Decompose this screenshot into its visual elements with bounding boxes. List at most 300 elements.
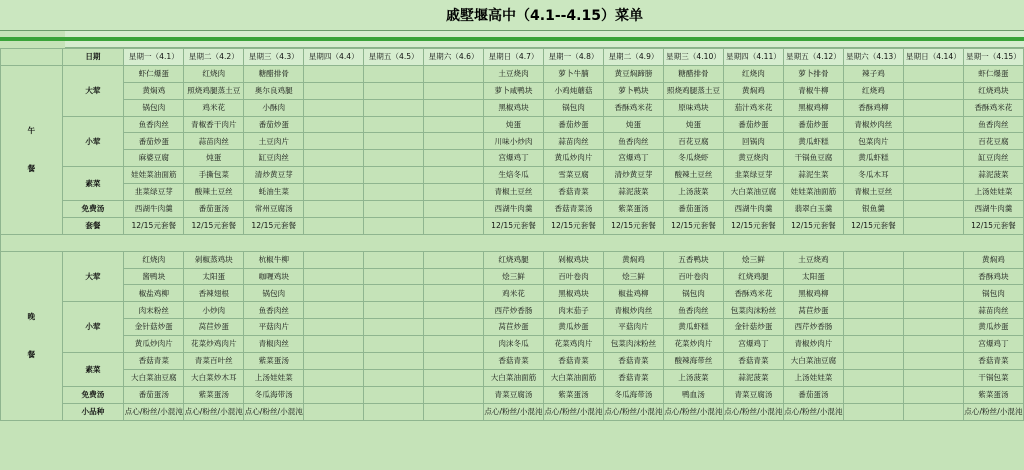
dish-cell (424, 251, 484, 268)
dish-cell: 香菇青菜 (603, 353, 663, 370)
dish-cell: 包菜肉沫粉丝 (603, 336, 663, 353)
dish-cell: 萝卜鸭块 (603, 82, 663, 99)
dish-cell: 宫爆鸡丁 (484, 150, 544, 167)
dish-cell: 点心/粉丝/小混沌 (723, 403, 783, 420)
date-label: 日期 (62, 49, 124, 66)
dish-cell: 西湖牛肉羹 (723, 201, 783, 218)
dish-cell (903, 201, 963, 218)
meal-gap-row (1, 234, 1024, 251)
dish-cell: 宫爆鸡丁 (603, 150, 663, 167)
dish-cell: 糖醋排骨 (663, 65, 723, 82)
dish-cell: 黄豆焖蹄膀 (603, 65, 663, 82)
dish-cell (304, 353, 364, 370)
dish-cell: 太阳蛋 (783, 268, 843, 285)
dish-cell (304, 201, 364, 218)
dish-cell: 土豆烧鸡 (783, 251, 843, 268)
dish-cell: 上汤菠菜 (663, 184, 723, 201)
dish-cell (364, 217, 424, 234)
dish-cell (843, 386, 903, 403)
dish-cell: 香酥鸡米花 (603, 99, 663, 116)
dish-cell: 川味小炒肉 (484, 133, 544, 150)
dish-cell: 包菜肉沫粉丝 (723, 302, 783, 319)
dish-cell: 大白菜油面筋 (484, 369, 544, 386)
dish-cell (424, 201, 484, 218)
dish-cell: 五香鸭块 (663, 251, 723, 268)
dish-cell (903, 302, 963, 319)
dish-cell: 香酥鸡米花 (963, 99, 1023, 116)
menu-row (1, 82, 1024, 99)
category-label: 免费汤 (62, 386, 124, 403)
dish-cell: 炖蛋 (484, 116, 544, 133)
dish-cell (424, 386, 484, 403)
dish-cell: 冬瓜海带汤 (244, 386, 304, 403)
dish-cell: 红烧鸡 (843, 82, 903, 99)
dish-cell: 辣子鸡 (843, 65, 903, 82)
day-header: 星期一（4.15） (963, 49, 1023, 66)
dish-cell: 点心/粉丝/小混沌 (963, 403, 1023, 420)
dish-cell: 青椒炒肉丝 (843, 116, 903, 133)
menu-row (1, 302, 1024, 319)
dish-cell: 12/15元套餐 (663, 217, 723, 234)
day-header: 星期五（4.5） (364, 49, 424, 66)
dish-cell: 鱼香肉丝 (603, 133, 663, 150)
blank-header-cell (1, 49, 63, 66)
dish-cell (903, 319, 963, 336)
dish-cell (903, 353, 963, 370)
dish-cell (903, 116, 963, 133)
dish-cell: 百花豆腐 (663, 133, 723, 150)
dish-cell: 黄豆烧肉 (723, 150, 783, 167)
dish-cell: 黄瓜炒肉片 (124, 336, 184, 353)
dish-cell (424, 403, 484, 420)
day-header: 星期二（4.9） (603, 49, 663, 66)
dish-cell: 黄瓜炒蛋 (544, 319, 604, 336)
dish-cell: 金针菇炒蛋 (124, 319, 184, 336)
dish-cell: 香菇青菜 (484, 353, 544, 370)
dish-cell: 蒜泥菠菜 (963, 167, 1023, 184)
dish-cell: 蒜苗肉丝 (963, 302, 1023, 319)
dish-cell: 包菜肉片 (843, 133, 903, 150)
dish-cell (903, 251, 963, 268)
dish-cell: 蒜苗肉丝 (544, 133, 604, 150)
menu-title: 戚墅堰高中（4.1--4.15）菜单 (65, 0, 1024, 31)
dish-cell (903, 65, 963, 82)
dish-cell (304, 217, 364, 234)
dish-cell: 黑椒鸡柳 (783, 285, 843, 302)
dish-cell: 上汤娃娃菜 (783, 369, 843, 386)
dish-cell: 香菇青菜 (544, 353, 604, 370)
dish-cell: 青椒炒肉片 (783, 336, 843, 353)
dish-cell: 莴苣炒蛋 (484, 319, 544, 336)
dish-cell: 紫菜蛋汤 (603, 201, 663, 218)
dish-cell: 香酥鸡柳 (843, 99, 903, 116)
dish-cell (304, 133, 364, 150)
dish-cell (364, 99, 424, 116)
dish-cell: 莴苣炒蛋 (184, 319, 244, 336)
dish-cell: 12/15元套餐 (963, 217, 1023, 234)
dish-cell: 上汤菠菜 (663, 369, 723, 386)
dish-cell: 酱鸭块 (124, 268, 184, 285)
dish-cell: 冬瓜海带汤 (603, 386, 663, 403)
dish-cell (843, 268, 903, 285)
dish-cell (364, 65, 424, 82)
dish-cell: 香菇青菜 (723, 353, 783, 370)
menu-row (1, 403, 1024, 420)
dish-cell: 大白菜油豆腐 (723, 184, 783, 201)
dish-cell: 宫爆鸡丁 (723, 336, 783, 353)
dish-cell (304, 251, 364, 268)
dish-cell (903, 386, 963, 403)
dish-cell (364, 116, 424, 133)
dish-cell (424, 116, 484, 133)
dish-cell: 点心/粉丝/小混沌 (484, 403, 544, 420)
dish-cell: 紫菜蛋汤 (184, 386, 244, 403)
dish-cell (903, 99, 963, 116)
lunch-meal-label (1, 65, 63, 234)
dish-cell: 生焙冬瓜 (484, 167, 544, 184)
category-label: 小品种 (62, 403, 124, 420)
menu-row (1, 133, 1024, 150)
dish-cell: 黑椒鸡块 (544, 285, 604, 302)
dish-cell: 蚝油生菜 (244, 184, 304, 201)
dish-cell: 红烧肉 (723, 65, 783, 82)
dish-cell: 番茄蛋汤 (783, 386, 843, 403)
dish-cell (364, 201, 424, 218)
dish-cell: 百花豆腐 (963, 133, 1023, 150)
meal-char: 餐 (27, 349, 36, 359)
dish-cell: 莴苣炒蛋 (783, 302, 843, 319)
dish-cell: 照烧鸡腿蒸土豆 (184, 82, 244, 99)
dish-cell (364, 184, 424, 201)
dish-cell (903, 369, 963, 386)
dish-cell: 奥尔良鸡腿 (244, 82, 304, 99)
dish-cell (843, 285, 903, 302)
category-label: 小荤 (62, 302, 124, 353)
menu-row (1, 285, 1024, 302)
dish-cell: 娃娃菜油面筋 (124, 167, 184, 184)
dish-cell: 12/15元套餐 (544, 217, 604, 234)
dish-cell: 红烧鸡腿 (723, 268, 783, 285)
dish-cell (903, 150, 963, 167)
dish-cell: 12/15元套餐 (484, 217, 544, 234)
dish-cell: 冬瓜烧虾 (663, 150, 723, 167)
dish-cell: 红烧肉 (184, 65, 244, 82)
dish-cell (364, 285, 424, 302)
dish-cell: 干锅包菜 (963, 369, 1023, 386)
dish-cell: 鱼香肉丝 (663, 302, 723, 319)
dish-cell: 小鸡炖蘑菇 (544, 82, 604, 99)
dish-cell: 12/15元套餐 (783, 217, 843, 234)
dish-cell: 番茄蛋汤 (124, 386, 184, 403)
dish-cell (843, 353, 903, 370)
section-divider (0, 37, 1024, 41)
dish-cell (903, 217, 963, 234)
dish-cell: 麻婆豆腐 (124, 150, 184, 167)
dish-cell: 大白菜油豆腐 (783, 353, 843, 370)
dish-cell: 黄焖鸡 (124, 82, 184, 99)
menu-row (1, 268, 1024, 285)
dish-cell (843, 403, 903, 420)
dish-cell: 红烧肉 (124, 251, 184, 268)
dish-cell (364, 302, 424, 319)
dish-cell: 蒜泥菠菜 (723, 369, 783, 386)
dish-cell: 黄焖鸡 (603, 251, 663, 268)
dish-cell: 点心/粉丝/小混沌 (663, 403, 723, 420)
dish-cell: 上汤娃娃菜 (963, 184, 1023, 201)
dish-cell: 宫爆鸡丁 (963, 336, 1023, 353)
dish-cell: 韭菜绿豆芽 (124, 184, 184, 201)
dish-cell (304, 99, 364, 116)
dish-cell: 鱼香肉丝 (124, 116, 184, 133)
menu-row (1, 369, 1024, 386)
dish-cell: 12/15元套餐 (603, 217, 663, 234)
dish-cell: 番茄蛋汤 (184, 201, 244, 218)
dish-cell: 剁椒蒸鸡块 (184, 251, 244, 268)
dish-cell: 烩三鲜 (484, 268, 544, 285)
dish-cell: 紫菜蛋汤 (963, 386, 1023, 403)
dish-cell: 翡翠白玉羹 (783, 201, 843, 218)
dish-cell (843, 369, 903, 386)
menu-row (1, 319, 1024, 336)
dish-cell: 西芹炒香肠 (783, 319, 843, 336)
dish-cell: 银鱼羹 (843, 201, 903, 218)
dish-cell (424, 65, 484, 82)
dish-cell: 金针菇炒蛋 (723, 319, 783, 336)
dish-cell: 肉沫冬瓜 (484, 336, 544, 353)
dish-cell: 平菇肉片 (244, 319, 304, 336)
dish-cell: 青椒香干肉片 (184, 116, 244, 133)
dish-cell (424, 184, 484, 201)
dish-cell: 大白菜油豆腐 (124, 369, 184, 386)
dish-cell (364, 319, 424, 336)
dish-cell (424, 336, 484, 353)
dish-cell (424, 217, 484, 234)
dish-cell: 番茄炒蛋 (244, 116, 304, 133)
dish-cell: 番茄蛋汤 (663, 201, 723, 218)
dish-cell: 萝卜牛腩 (544, 65, 604, 82)
dish-cell (364, 403, 424, 420)
dish-cell (364, 150, 424, 167)
dish-cell (364, 133, 424, 150)
dish-cell: 香酥鸡块 (963, 268, 1023, 285)
menu-row (1, 201, 1024, 218)
category-label: 大荤 (62, 251, 124, 302)
dish-cell: 蒜苗肉丝 (184, 133, 244, 150)
dish-cell: 酸辣土豆丝 (184, 184, 244, 201)
dish-cell (424, 302, 484, 319)
dish-cell: 剁椒鸡块 (544, 251, 604, 268)
dish-cell: 黄瓜虾糕 (663, 319, 723, 336)
dish-cell: 椒盐鸡柳 (603, 285, 663, 302)
dish-cell (304, 116, 364, 133)
dish-cell (424, 82, 484, 99)
day-header: 星期日（4.14） (903, 49, 963, 66)
dish-cell: 花菜炒肉片 (663, 336, 723, 353)
day-header: 星期六（4.6） (424, 49, 484, 66)
dish-cell: 清炒黄豆芽 (603, 167, 663, 184)
dinner-meal-label (1, 251, 63, 420)
dish-cell: 虾仁爆蛋 (963, 65, 1023, 82)
dish-cell: 黄瓜炒肉片 (544, 150, 604, 167)
dish-cell: 虾仁爆蛋 (124, 65, 184, 82)
dish-cell: 西湖牛肉羹 (484, 201, 544, 218)
dish-cell (903, 268, 963, 285)
dish-cell: 糖醋排骨 (244, 65, 304, 82)
dish-cell: 黄瓜虾糕 (783, 133, 843, 150)
dish-cell: 萝卜咸鸭块 (484, 82, 544, 99)
dish-cell (304, 150, 364, 167)
dish-cell (304, 302, 364, 319)
dish-cell: 香菇青菜汤 (544, 201, 604, 218)
dish-cell: 缸豆肉丝 (244, 150, 304, 167)
dish-cell (304, 184, 364, 201)
dish-cell (424, 268, 484, 285)
dish-cell: 干锅鱼豆腐 (783, 150, 843, 167)
dish-cell: 肉末茄子 (544, 302, 604, 319)
dish-cell (903, 336, 963, 353)
dish-cell (903, 184, 963, 201)
dish-cell: 锅包肉 (124, 99, 184, 116)
dish-cell (424, 99, 484, 116)
dish-cell: 番茄炒蛋 (124, 133, 184, 150)
dish-cell (424, 167, 484, 184)
dish-cell (424, 369, 484, 386)
dish-cell (364, 251, 424, 268)
dish-cell: 常州豆腐汤 (244, 201, 304, 218)
menu-row (1, 386, 1024, 403)
dish-cell: 青椒牛柳 (783, 82, 843, 99)
dish-cell: 回锅肉 (723, 133, 783, 150)
dish-cell (424, 133, 484, 150)
dish-cell: 番茄炒蛋 (723, 116, 783, 133)
dish-cell (364, 268, 424, 285)
dish-cell: 锅包肉 (244, 285, 304, 302)
dish-cell: 青椒炒肉丝 (603, 302, 663, 319)
dish-cell (903, 285, 963, 302)
dish-cell: 土豆肉片 (244, 133, 304, 150)
dish-cell: 蒜泥菠菜 (603, 184, 663, 201)
dish-cell (424, 319, 484, 336)
menu-row (1, 336, 1024, 353)
menu-row (1, 167, 1024, 184)
meal-char: 餐 (27, 163, 36, 173)
menu-row (1, 353, 1024, 370)
dish-cell: 青菜百叶丝 (184, 353, 244, 370)
category-label: 小荤 (62, 116, 124, 167)
dish-cell: 百叶卷肉 (544, 268, 604, 285)
dish-cell: 茄汁鸡米花 (723, 99, 783, 116)
category-label: 套餐 (62, 217, 124, 234)
dish-cell (903, 133, 963, 150)
dish-cell: 鸡米花 (484, 285, 544, 302)
dish-cell: 香辣翅根 (184, 285, 244, 302)
dish-cell: 蒜泥生菜 (783, 167, 843, 184)
dish-cell (304, 386, 364, 403)
day-header: 星期日（4.7） (484, 49, 544, 66)
dish-cell (903, 167, 963, 184)
dish-cell: 点心/粉丝/小混沌 (124, 403, 184, 420)
dish-cell (843, 302, 903, 319)
dish-cell: 冬瓜木耳 (843, 167, 903, 184)
dish-cell: 香酥鸡米花 (723, 285, 783, 302)
dish-cell: 青椒土豆丝 (843, 184, 903, 201)
dish-cell (304, 268, 364, 285)
dish-cell (843, 336, 903, 353)
dish-cell: 萝卜排骨 (783, 65, 843, 82)
dish-cell (304, 82, 364, 99)
menu-row (1, 99, 1024, 116)
dish-cell (843, 251, 903, 268)
dish-cell: 清炒黄豆芽 (244, 167, 304, 184)
dish-cell (364, 386, 424, 403)
dish-cell: 杭椒牛柳 (244, 251, 304, 268)
dish-cell: 点心/粉丝/小混沌 (603, 403, 663, 420)
dish-cell: 青椒土豆丝 (484, 184, 544, 201)
dish-cell: 椒盐鸡柳 (124, 285, 184, 302)
menu-row (1, 251, 1024, 268)
dish-cell (364, 167, 424, 184)
dish-cell: 12/15元套餐 (244, 217, 304, 234)
dish-cell: 黄焖鸡 (723, 82, 783, 99)
dish-cell: 缸豆肉丝 (963, 150, 1023, 167)
day-header: 星期一（4.1） (124, 49, 184, 66)
dish-cell: 番茄炒蛋 (544, 116, 604, 133)
dish-cell: 炖蛋 (663, 116, 723, 133)
dish-cell: 黄瓜虾糕 (843, 150, 903, 167)
dish-cell: 肉末粉丝 (124, 302, 184, 319)
dish-cell: 咖喱鸡块 (244, 268, 304, 285)
dish-cell: 手撕包菜 (184, 167, 244, 184)
dish-cell: 12/15元套餐 (184, 217, 244, 234)
dish-cell (304, 369, 364, 386)
dish-cell: 烩三鲜 (723, 251, 783, 268)
dish-cell: 小炒肉 (184, 302, 244, 319)
meal-char: 晚 (27, 312, 36, 322)
dish-cell: 点心/粉丝/小混沌 (783, 403, 843, 420)
dish-cell: 百叶卷肉 (663, 268, 723, 285)
dish-cell: 大白菜炒木耳 (184, 369, 244, 386)
dish-cell: 12/15元套餐 (843, 217, 903, 234)
dish-cell: 香菇青菜 (124, 353, 184, 370)
dish-cell: 青椒肉丝 (244, 336, 304, 353)
dish-cell: 大白菜油面筋 (544, 369, 604, 386)
menu-row (1, 217, 1024, 234)
dish-cell: 韭菜绿豆芽 (723, 167, 783, 184)
dish-cell: 12/15元套餐 (124, 217, 184, 234)
dish-cell: 12/15元套餐 (723, 217, 783, 234)
dish-cell: 紫菜蛋汤 (244, 353, 304, 370)
day-header: 星期二（4.2） (184, 49, 244, 66)
dish-cell: 西湖牛肉羹 (124, 201, 184, 218)
dish-cell: 鱼香肉丝 (963, 116, 1023, 133)
menu-row (1, 150, 1024, 167)
dish-cell: 红烧鸡块 (963, 82, 1023, 99)
dish-cell (304, 65, 364, 82)
dish-cell: 黄焖鸡 (963, 251, 1023, 268)
day-header: 星期四（4.4） (304, 49, 364, 66)
dish-cell (364, 82, 424, 99)
dish-cell (364, 369, 424, 386)
dish-cell: 上汤娃娃菜 (244, 369, 304, 386)
dish-cell: 酸辣土豆丝 (663, 167, 723, 184)
day-header: 星期三（4.10） (663, 49, 723, 66)
dish-cell: 小酥肉 (244, 99, 304, 116)
dish-cell: 酸辣海带丝 (663, 353, 723, 370)
dish-cell: 锅包肉 (963, 285, 1023, 302)
category-label: 素菜 (62, 353, 124, 387)
dish-cell: 红烧鸡腿 (484, 251, 544, 268)
dish-cell: 原味鸡块 (663, 99, 723, 116)
